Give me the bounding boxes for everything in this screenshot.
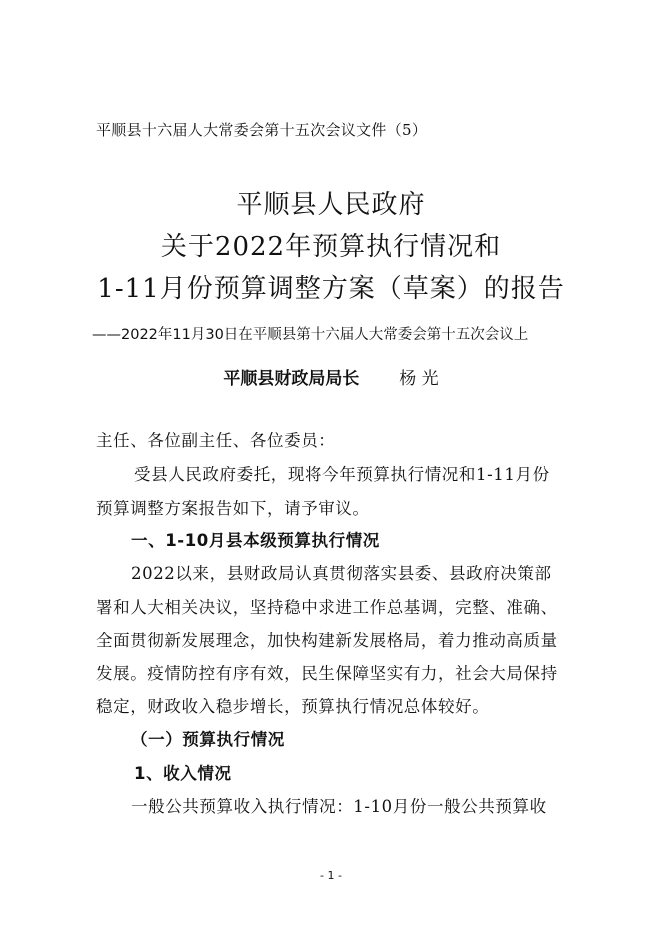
- intro-line-2: 预算调整方案报告如下，请予审议。: [96, 499, 370, 518]
- author-role: 平顺县财政局局长: [223, 369, 360, 389]
- author-line: [0, 364, 662, 389]
- body-last-line: 一般公共预算收入执行情况：1-10月份一般公共预算收: [131, 797, 547, 816]
- section-1-body-line-3: 全面贯彻新发展理念，加快构建新发展格局，着力推动高质量: [96, 631, 558, 650]
- section-1-body-line-2: 署和人大相关决议，坚持稳中求进工作总基调，完整、准确、: [96, 598, 558, 617]
- subsection-1-heading: （一）预算执行情况: [131, 730, 285, 749]
- section-1-body-line-4: 发展。疫情防控有序有效，民生保障坚实有力，社会大局保持: [96, 664, 558, 683]
- salutation: 主任、各位副主任、各位委员：: [96, 431, 336, 450]
- section-1-body-line-1: 2022以来，县财政局认真贯彻落实县委、县政府决策部: [131, 564, 552, 583]
- section-1-heading: 一、1-10月县本级预算执行情况: [131, 531, 380, 550]
- subsection-1-item-1: 1、收入情况: [134, 764, 232, 783]
- intro-line-1: 受县人民政府委托，现将今年预算执行情况和1-11月份: [134, 465, 550, 484]
- author-name: 杨 光: [399, 369, 439, 389]
- title-line-3: 1-11月份预算调整方案（草案）的报告: [97, 274, 565, 304]
- section-1-body-line-5: 稳定，财政收入稳步增长，预算执行情况总体较好。: [96, 697, 490, 716]
- title-line-2: 关于2022年预算执行情况和: [160, 232, 502, 262]
- subtitle: ——2022年11月30日在平顺县第十六届人大常委会第十五次会议上: [92, 327, 529, 343]
- document-header: 平顺县十六届人大常委会第十五次会议文件（5）: [96, 121, 428, 139]
- page-number: - 1 -: [320, 869, 342, 882]
- title-line-1: 平顺县人民政府: [236, 190, 426, 220]
